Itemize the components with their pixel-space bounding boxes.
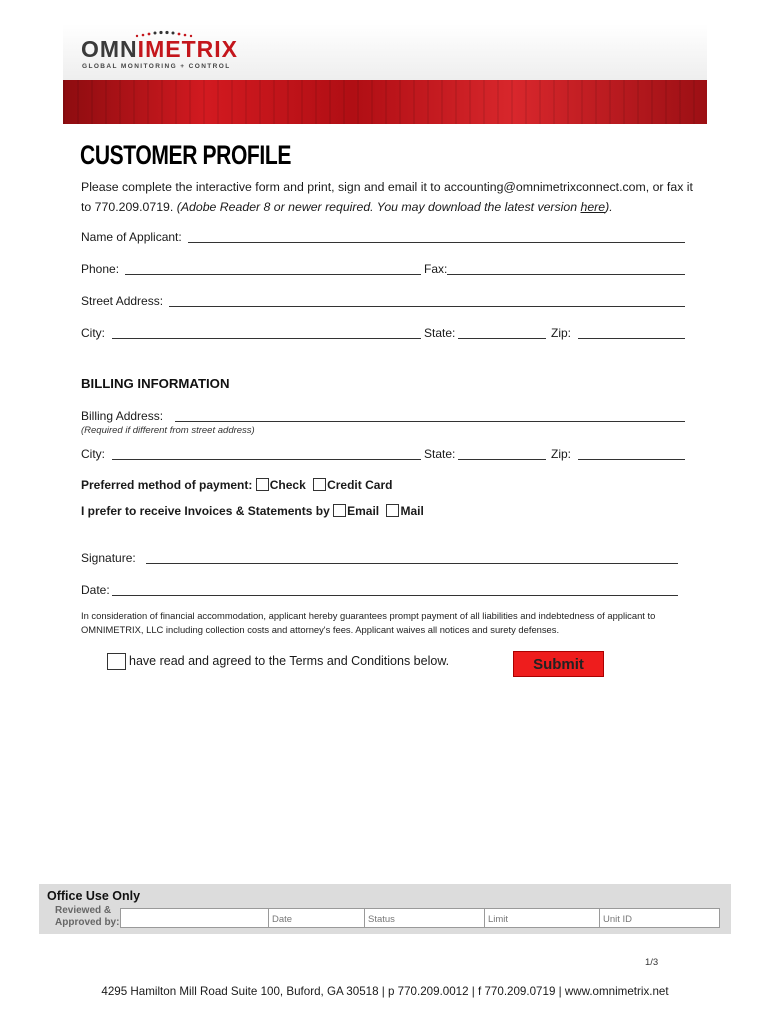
fax-field[interactable] — [447, 262, 685, 275]
header-red-banner — [63, 80, 707, 124]
state-field[interactable] — [458, 326, 546, 339]
signature-field[interactable] — [146, 551, 678, 564]
check-option-label: Check — [269, 478, 306, 492]
date-cell[interactable]: Date — [269, 909, 365, 927]
intro-text: Please complete the interactive form and print, sign and email it to accounting@omnimetrixconnect.com, or fax it to 770.209.0719. (Adobe Reader 8 or newer required. You may download the latest version here). — [81, 180, 693, 214]
mail-checkbox[interactable] — [386, 504, 399, 517]
terms-agree-checkbox[interactable] — [107, 653, 126, 670]
limit-cell[interactable]: Limit — [485, 909, 600, 927]
download-link[interactable]: here — [580, 200, 606, 214]
check-checkbox[interactable] — [256, 478, 269, 491]
page-title: CUSTOMER PROFILE — [80, 140, 292, 170]
guarantee-disclaimer: In consideration of financial accommodation, applicant hereby guarantees prompt payment of all liabilities and indebtedness of applicant to OMNIMETRIX, LLC including collection costs and attorney's fees. Applicant waives all notices and surety defenses. — [81, 610, 656, 635]
intro-note: (Adobe Reader 8 or newer required. You may download the latest version here). — [176, 200, 613, 214]
credit-card-option-label: Credit Card — [327, 478, 393, 492]
invoice-delivery-row — [81, 504, 424, 518]
payment-method-row — [81, 478, 392, 492]
billing-heading: BILLING INFORMATION — [81, 376, 230, 391]
terms-agree-label: have read and agreed to the Terms and Conditions below. — [129, 654, 450, 668]
email-checkbox[interactable] — [333, 504, 346, 517]
phone-label: Phone: — [81, 262, 120, 276]
billing-city-field[interactable] — [112, 447, 421, 460]
fax-label: Fax: — [424, 262, 448, 276]
date-field[interactable] — [112, 583, 678, 596]
invoice-delivery-label: I prefer to receive Invoices & Statements by — [81, 504, 330, 518]
billing-state-label: State: — [424, 447, 456, 461]
billing-address-field[interactable] — [175, 409, 685, 422]
billing-city-label: City: — [81, 447, 105, 461]
submit-button[interactable]: Submit — [513, 651, 604, 677]
applicant-name-label: Name of Applicant: — [81, 230, 182, 244]
billing-address-note: (Required if different from street address) — [81, 425, 255, 436]
signature-label: Signature: — [81, 551, 136, 565]
state-label: State: — [424, 326, 456, 340]
status-cell[interactable]: Status — [365, 909, 485, 927]
reviewed-approved-label: Reviewed & Approved by: — [55, 905, 120, 928]
footer-contact: 4295 Hamilton Mill Road Suite 100, Buford, GA 30518 | p 770.209.0012 | f 770.209.0719 | www.omnimetrix.net — [101, 985, 669, 998]
logo-tagline: GLOBAL MONITORING + CONTROL — [82, 63, 231, 70]
email-option-label: Email — [347, 504, 380, 518]
applicant-name-field[interactable] — [188, 230, 685, 243]
street-address-label: Street Address: — [81, 294, 164, 308]
company-logo: OMNIMETRIX — [81, 36, 238, 62]
billing-zip-field[interactable] — [578, 447, 685, 460]
zip-label: Zip: — [551, 326, 572, 340]
billing-address-label: Billing Address: — [81, 409, 164, 423]
page-number: 1/3 — [645, 957, 659, 968]
office-use-title: Office Use Only — [47, 889, 141, 903]
payment-method-label: Preferred method of payment: — [81, 478, 253, 492]
phone-field[interactable] — [125, 262, 421, 275]
zip-field[interactable] — [578, 326, 685, 339]
date-label: Date: — [81, 583, 110, 597]
city-label: City: — [81, 326, 105, 340]
office-use-table — [120, 908, 720, 928]
unit-id-cell[interactable]: Unit ID — [603, 914, 633, 925]
street-address-field[interactable] — [169, 294, 685, 307]
billing-state-field[interactable] — [458, 447, 546, 460]
city-field[interactable] — [112, 326, 421, 339]
credit-card-checkbox[interactable] — [313, 478, 326, 491]
billing-zip-label: Zip: — [551, 447, 572, 461]
approved-by-cell[interactable] — [121, 909, 269, 927]
mail-option-label: Mail — [400, 504, 424, 518]
